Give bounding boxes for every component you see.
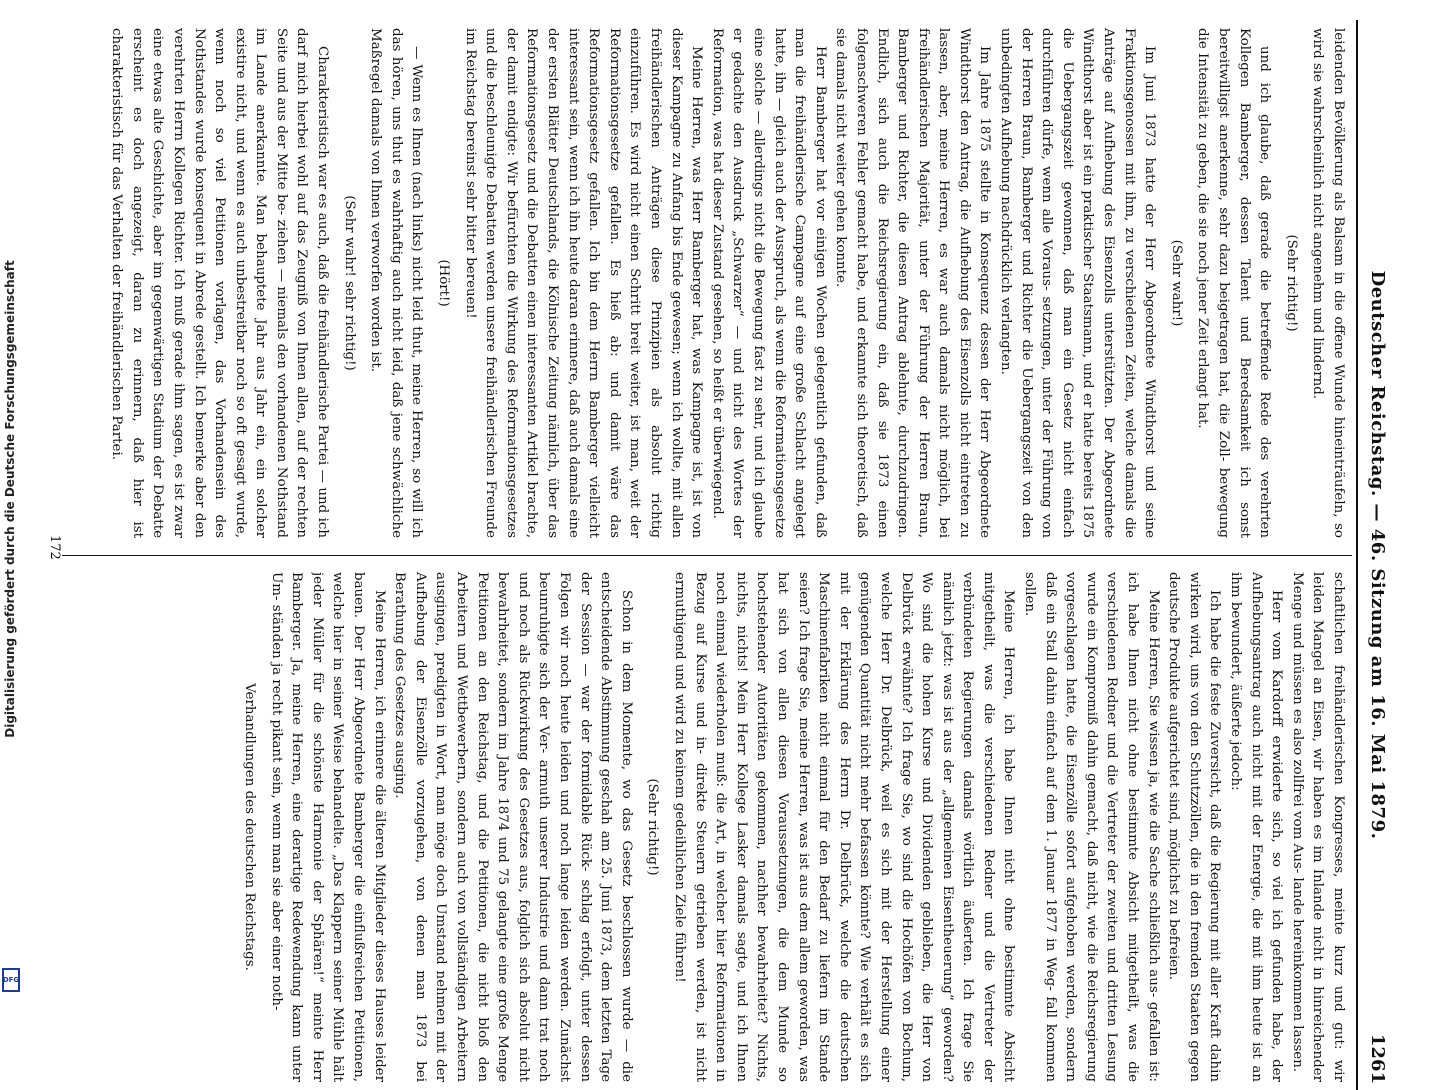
paragraph: Meine Herren, Sie wissen ja, wie die Sache schließlich aus- gefallen ist: ich habe Ihnen nicht ohne bestimmte Absicht mitgetheilt, was die verschiedenen Redner und die Vertreter der zweiten und dritten Lesung wurde ein Kompromiß dahin gemacht, daß nicht, wie die Reichsregierung vorgeschlagen hatte, die Eisenzölle sofort aufgehoben werden, sondern daß ein Stall dahin einfach auf dem 1. Januar 1877 in Weg- fall kommen sollen. <box>1022 572 1161 1082</box>
digitization-credit: Digitalisierung gefördert durch die Deutsche Forschungsgemeinschaft <box>3 260 17 738</box>
interjection: (Sehr richtig!) <box>645 778 661 876</box>
folio-number: 172 <box>47 535 62 560</box>
block-quote: Ich habe die feste Zuversicht, daß die Regierung mit aller Kraft dahin wirken wird, uns von den Schutzzöllen, die in den fremden Staaten gegen deutsche Produkte aufgerichtet sind, möglichst zu befreien. <box>1166 572 1223 1082</box>
paragraph: Herr Bamberger hat vor einigen Wochen gelegentlich gefunden, daß man die freihändlerische Campagne auf eine große Schlacht angelegt hatte, ihn — gleich auch der Ausspruch, als wenn die Reformationsgesetze eine solche — allerdings nicht die Bewegung fast zu sehr, und ich glaube er gedachte den Ausdruck „Schwarzer“ — und nicht des Wortes der Reformation, was hat dieser Zustand gesehen, so heißt er überwiegend. <box>709 28 828 538</box>
digitization-strip <box>0 0 22 1000</box>
paragraph: Schon in dem Momente, wo das Gesetz beschlossen wurde — die entscheidende Abstimmung geschah am 25. Juni 1873, dem letzten Tage der Session — war der formidable Rück- schlag erfolgt, unter dessen Folgen wir noch heute leiden und noch lange leiden werden. Zunächst beunruhigte sich der Ver- armuth unserer Industrie und dann trat noch und noch als Rückwirkung des Gesetzes aus, folglich sich absolut nicht bewahrheitet, sondern im Jahre 1874 und 75 gelangte eine große Menge Petitionen an den Reichstag, und die Petitionen, die nicht bloß den Arbeitern und Wettbewerbern, sondern auch von vollständigen Arbeitern ausgingen, predigten in Wort, man möge doch Umstand nehmen mit der Aufhebung der Eisenzölle vorzugehen, von denen man 1873 bei Berathung des Gesetzes ausging. <box>392 572 634 1082</box>
page-header <box>1356 20 1392 1090</box>
page-number: 1261 <box>1367 1033 1388 1084</box>
paragraph: — Wenn es Ihnen (nach links) nicht leid thut, meine Herren, so will ich das hören, uns thut es wahrhaftig auch nicht leid, daß jene schwächliche Maßregel damals von Ihnen verworfen worden ist. <box>368 28 425 538</box>
paragraph: leidenden Bevölkerung als Balsam in die offene Wunde hineinträufeln, so wird sie wahrscheinlich nicht angenehm und lindernd. <box>1310 28 1346 538</box>
text-column-right <box>58 572 1348 1082</box>
page-title: Deutscher Reichstag. — 46. Sitzung am 16. Mai 1879. <box>1367 270 1388 840</box>
dfg-logo-icon: DFG <box>2 968 20 992</box>
scanned-page <box>44 20 1392 1090</box>
footer-catchword: Verhandlungen des deutschen Reichstags. <box>242 683 258 971</box>
interjection: (Sehr richtig!) <box>1283 234 1299 332</box>
interjection: (Sehr wahr!) <box>1168 239 1184 327</box>
paragraph: schaftlichen freihändlerischen Kongresses, meinte kurz und gut: wir leiden Mangel an Eisen, wir haben es im Inlande nicht in hinreichender Menge und müssen es also zollfrei vom Aus- lande hereinkommen lassen. <box>1289 572 1346 1082</box>
text-column-left <box>58 28 1348 538</box>
paragraph: Meine Herren, ich erinnere die älteren Mitglieder dieses Hauses leider bauen. Der Herr Abgeordnete Bamberger die einflußreichen Petitionen, welche hier in seiner Weise behandelte. „Das Klappern seiner Mühle hält jeder Müller für die schönste Harmonie der Sphären!“ meinte Herr Bamberger. Ja, meine Herren, eine derartige Redewendung kann unter Um- ständen ja recht pikant sein, wenn man sie aber einer noth- <box>268 572 387 1082</box>
column-divider <box>62 555 1352 556</box>
interjection: (Sehr wahr! sehr richtig!) <box>341 195 357 371</box>
paragraph: Im Juni 1873 hatte der Herr Abgeordnete Windthorst und seine Fraktionsgenossen mit ihm, zu verschiedenen Zeiten, welche damals die Anträge auf Aufhebung des Eisenzolls unterstützten. Der Abgeordnete Windthorst aber ist ein praktischer Staatsmann, und er hatte bereits 1875 die Uebergangszeit gewonnen, daß man ein Gesetz nicht einfach durchführen dürfe, wenn alle Voraus- setzungen, unter der Führung von der Herren Braun, Bamberger und Richter die Uebergangszeit von den unbedingten Aufhebung nachdrücklich verlangten. <box>998 28 1158 538</box>
paragraph: Charakteristisch war es auch, daß die freihändlerische Partei — und ich darf mich hierbei wohl auf das Zeugniß von Ihnen allen, auf der rechten Seite und aus der Mitte be- ziehen — niemals den vorhandenen Nothstand im Lande anerkannte. Man behauptete Jahr aus Jahr ein, ein solcher existire nicht, und wenn es auch unbestreitbar noch so oft gesagt wurde, wenn noch so viel Petitionen vorlagen, das Vorhandensein des Nothstandes wurde konsequent in Abrede gestellt. Ich bemerke aber den verehrten Herrn Kollegen Richter. Ich muß gerade ihm sagen, es ist zwar eine etwas alte Geschichte, aber im gegenwärtigen Stadium der Debatte erscheint es doch angezeigt, daran zu erinnern, daß hier ist charakteristisch für das Verhalten der freihändlerischen Partei. <box>109 28 331 538</box>
interjection: (Hört!) <box>436 259 452 307</box>
paragraph: und ich glaube, daß gerade die betreffende Rede des verehrten Kollegen Bamberger, dessen Talent und Beredsamkeit ich sonst bereitwilligst anerkenne, sehr dazu beigetragen hat, die Zoll- bewegung die Intensität zu geben, die sie noch jener Zeit erlangt hat. <box>1195 28 1273 538</box>
paragraph: Im Jahre 1875 stellte in Konsequenz dessen der Herr Abgeordnete Windthorst den Antrag, die Aufhebung des Eisenzolls nicht eintreten zu lassen, aber, meine Herren, es war auch damals nicht möglich, bei freihändlerischen Majorität, unter der Führung der Herren Braun, Bamberger und Richter, die diesen Antrag ablehnte, durchzudringen. Endlich, sich auch die Reichsregierung ein, daß sie 1873 einen folgenschweren Fehler gemacht habe, und erkannte sich theoretisch, daß sie damals nicht weiter gehen konnte. <box>833 28 993 538</box>
paragraph: Meine Herren, was Herr Bamberger hat, was Kampagne ist, ist von dieser Kampagne zu Anfang bis Ende gewesen; wenn ich wollte, mit allen freihändlerischen Anträgen diese Prinzipien als absolut richtig einzuführen. Es wird nicht einen Schritt breit weiter, ist man, weit der Reformationsgesetze gefallen. Es hieß ab: und damit wäre das Reformationsgesetz gefallen. Ich bin dem Herrn Bamberger vielleicht interessant sein, wenn ich ihn heute daran erinnere, daß auch damals eine der ersten Blätter Deutschlands, die Kölnische Zeitung nämlich, über das Reformationsgesetz und die Debatten einen interessanten Artikel brachte, der damit endigte: Wir befürchten die Wirkung des Reformationsgesetzes und die beschleunigte Debatten werden unsere freihändlerischen Freunde im Reichstag bereinst sehr bitter bereuen! <box>462 28 705 538</box>
paragraph: Herr vom Kardorff erwiderte sich, so viel ich gefunden habe, der Aufhebungsantrag auch nicht mit der Energie, die mit ihm heute ist an ihm bewundert, äußerte jedoch: <box>1228 572 1285 1082</box>
paragraph: Meine Herren, ich habe Ihnen nicht ohne bestimmte Absicht mitgetheilt, was die verschiedenen Redner und die Vertreter der verbündeten Regierungen damals wörtlich äußerten. Ich frage Sie nämlich jetzt: was ist aus der „allgemeinen Eisentheuerung“ geworden? Wo sind die hohen Kurse und Dividenden geblieben, die Herr von Delbrück erwähnte? Ich frage Sie, wo sind die Hochöfen von Bochum, welche Herr Dr. Delbrück, weil es sich mit der Herstellung einer genügenden Quantität nicht mehr befassen könnte? Wie verhält es sich mit der Erklärung des Herrn Dr. Delbrück, welche die deutschen Maschinenfabriken nicht einmal für den Bedarf zu liefern im Stande seien? Ich frage Sie, meine Herren, was ist aus dem allem geworden, was hat sich von allen diesen Voraussetzungen, die dem Munde so hochstehender Autoritäten gekommen, nachher bewahrheitet? Nichts, nichts, nichts! Mein Herr Kollege Lasker damals sagte, und ich Ihnen noch einmal wiederholen muß: die Art, in welcher hier Reformationen in Bezug auf Kurse und in- direkte Steuern getrieben werden, ist nicht ermuthigend und wird zu keinem gedeihlichen Ziele führen! <box>672 572 1017 1082</box>
